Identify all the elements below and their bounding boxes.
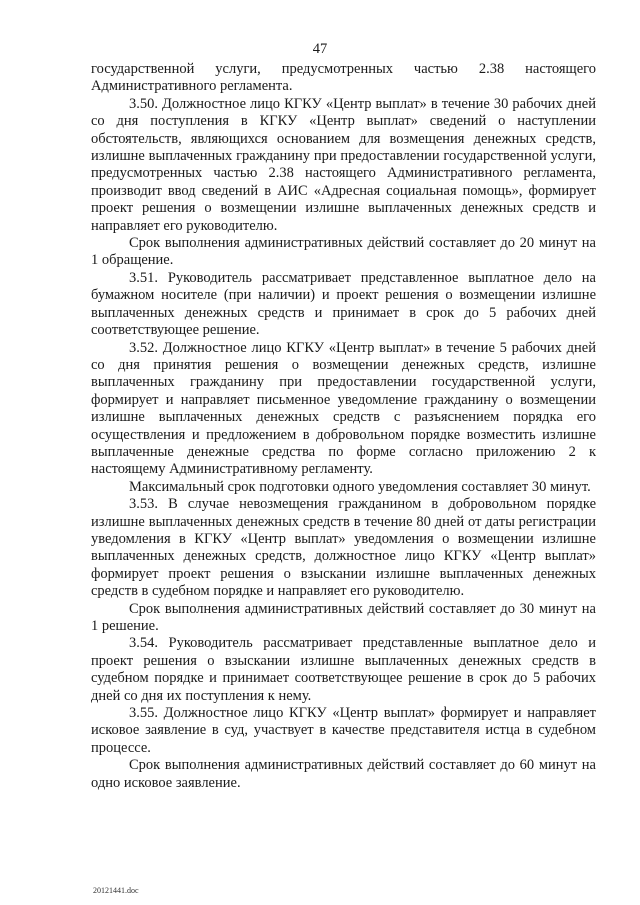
- paragraph-3-50-deadline: Срок выполнения административных действий составляет до 20 минут на 1 обращение.: [91, 235, 596, 269]
- document-body: [91, 61, 596, 792]
- paragraph-3-53-deadline: Срок выполнения административных действий составляет до 30 минут на 1 решение.: [91, 600, 596, 634]
- paragraph-3-51: 3.51. Руководитель рассматривает представленное выплатное дело на бумажном носителе (при наличии) и проект решения о возмещении излишне выплаченных денежных средств и принимает в срок до 5 рабочих дней соответствующее решение.: [91, 269, 596, 339]
- paragraph-3-52-deadline: Максимальный срок подготовки одного уведомления составляет 30 минут.: [129, 478, 591, 495]
- paragraph-3-50: 3.50. Должностное лицо КГКУ «Центр выплат» в течение 30 рабочих дней со дня поступления в КГКУ «Центр выплат» сведений о наступлении обстоятельств, являющихся основанием для возмещения денежных средств, излишне выплаченных гражданину при предоставлении государственной услуги, предусмотренных частью 2.38 настоящего Административного регламента, производит ввод сведений в АИС «Адресная социальная помощь», формирует проект решения о возмещении излишне выплаченных денежных средств и направляет его руководителю.: [91, 95, 596, 234]
- footer-file-name: 20121441.doc: [93, 886, 139, 895]
- paragraph-3-54: 3.54. Руководитель рассматривает представленные выплатное дело и проект решения о взыскании излишне выплаченных денежных средств в судебном порядке и принимает соответствующее решение в срок до 5 рабочих дней со дня их поступления к нему.: [91, 635, 596, 704]
- paragraph-continuation: государственной услуги, предусмотренных частью 2.38 настоящего Административного регламента.: [91, 61, 596, 95]
- paragraph-3-55: 3.55. Должностное лицо КГКУ «Центр выплат» формирует и направляет исковое заявление в суд, участвует в качестве представителя истца в судебном процессе.: [91, 705, 596, 756]
- paragraph-3-53: 3.53. В случае невозмещения гражданином в добровольном порядке излишне выплаченных денежных средств в течение 80 дней от даты регистрации уведомления в КГКУ «Центр выплат» уведомления о возмещении излишне выплаченных денежных средств, должностное лицо КГКУ «Центр выплат» формирует проект решения о взыскании излишне выплаченных денежных средств в судебном порядке и направляет его руководителю.: [91, 496, 596, 600]
- page-number: 47: [312, 41, 328, 57]
- paragraph-3-52: 3.52. Должностное лицо КГКУ «Центр выплат» в течение 5 рабочих дней со дня принятия решения о возмещении денежных средств, излишне выплаченных гражданину при предоставлении государственной услуги, формирует и направляет письменное уведомление гражданину о возмещении излишне выплаченных денежных средств с разъяснением порядка его осуществления и предложением в добровольном порядке возместить излишне выплаченные денежные средства по форме согласно приложению 2 к настоящему Административному регламенту.: [91, 339, 596, 478]
- paragraph-3-55-deadline: Срок выполнения административных действий составляет до 60 минут на одно исковое заявление.: [91, 757, 596, 791]
